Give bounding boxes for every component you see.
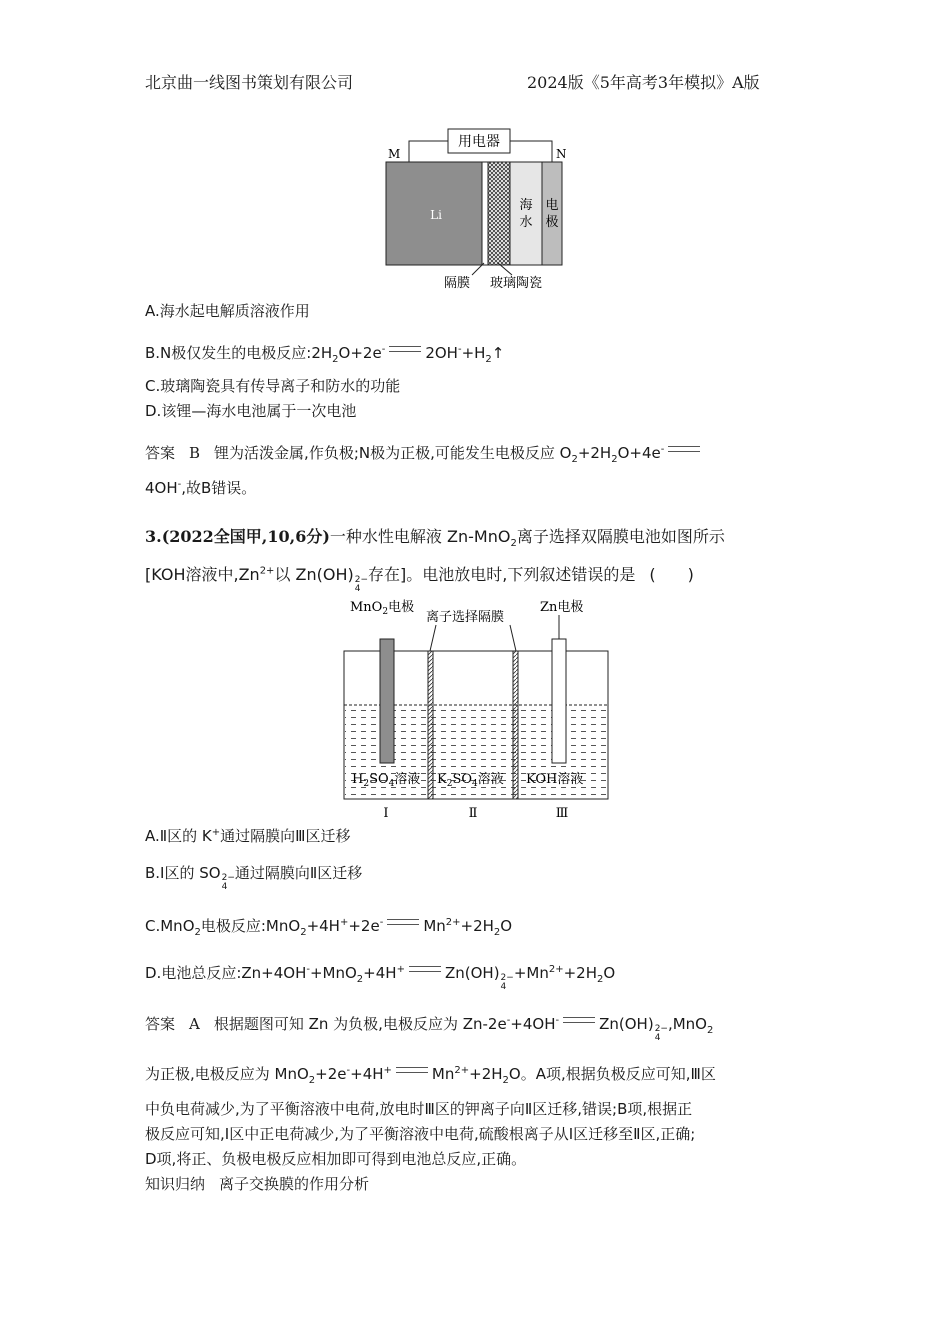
q2-option-a: A.海水起电解质溶液作用 xyxy=(145,302,310,320)
seawater-label-1: 海 xyxy=(519,198,533,213)
electrode-label-1: 电 xyxy=(545,198,559,213)
koh-solution-label: KOH溶液 xyxy=(526,772,584,787)
membrane-pointer-right xyxy=(510,625,516,651)
membrane-left xyxy=(428,651,433,799)
region-2-label: Ⅱ xyxy=(468,806,478,821)
answer-label: 答案 xyxy=(145,1015,176,1033)
q3-answer-line4: 极反应可知,Ⅰ区中正电荷减少,为了平衡溶液中电荷,硫酸根离子从Ⅰ区迁移至Ⅱ区,正确; xyxy=(145,1125,696,1143)
equals-sign xyxy=(563,1017,595,1023)
q3-stem-line2: [KOH溶液中$,Zn^{2+}$以 Zn(OH) 2− 4 存在]。电池放电时,下列叙述错误的是 ( ) xyxy=(145,565,694,594)
q3-option-a: A.Ⅱ区的 K+通过隔膜向Ⅲ区迁移 xyxy=(145,827,351,845)
q3-answer-line5: D项,将正、负极电极反应相加即可得到电池总反应,正确。 xyxy=(145,1150,527,1168)
terminal-m: M xyxy=(388,147,401,161)
ceramic-layer xyxy=(488,162,510,265)
equals-sign xyxy=(396,1067,428,1073)
tip-label: 知识归纳 xyxy=(145,1175,206,1193)
equals-sign xyxy=(389,346,421,352)
n-electrode xyxy=(542,162,562,265)
answer-letter: B xyxy=(189,444,201,462)
q2-option-c: C.玻璃陶瓷具有传导离子和防水的功能 xyxy=(145,377,401,395)
q2-option-d: D.该锂—海水电池属于一次电池 xyxy=(145,402,357,420)
k2so4-solution-label: $K_2SO_4$溶液 xyxy=(437,772,504,789)
q2-answer-line1: 答案 B 锂为活泼金属,作负极;N极为正极,可能发生电极反应 $O_2+2H_2O+4e^-$ xyxy=(145,442,704,465)
separator-label: 隔膜 xyxy=(444,276,471,291)
q2-option-b: B.N极仅发生的电极反应$:2H_2O+2e^-$ $2OH^-+H_2↑$ xyxy=(145,344,505,365)
zn-electrode xyxy=(552,639,566,763)
knowledge-summary: 知识归纳 离子交换膜的作用分析 xyxy=(145,1175,370,1193)
answer-label: 答案 xyxy=(145,444,176,462)
region-3-label: Ⅲ xyxy=(555,806,569,821)
zn-mno2-cell-figure xyxy=(340,595,615,825)
header-left: 北京曲一线图书策划有限公司 xyxy=(145,73,354,92)
wire-right xyxy=(510,141,552,162)
separator-layer xyxy=(482,162,488,265)
q3-option-c: C.MnO$_2$电极反应:MnO$_2$+4H++2e- $Mn^{2+}+2H_2O$ xyxy=(145,917,513,938)
header-right: 2024版《5年高考3年模拟》A版 xyxy=(527,73,760,92)
seawater-region xyxy=(510,162,542,265)
mno2-electrode xyxy=(380,639,394,763)
electrode-label-2: 极 xyxy=(545,215,559,230)
h2so4-solution-label: $H_2SO_4$溶液 xyxy=(352,772,421,789)
q3-answer-line2: 为正极,电极反应为 MnO$_2$+2e-+4H+ $Mn^{2+}+2H_2O$。A项,根据负极反应可知,Ⅲ区 xyxy=(145,1065,716,1086)
answer-bracket: ( ) xyxy=(649,565,694,584)
ceramic-label: 玻璃陶瓷 xyxy=(490,276,543,291)
q3-option-d: D.电池总反应:Zn+4OH-+MnO$_2$+4H+ Zn(OH) 2− 4 $+Mn^{2+}+2H_2O$ xyxy=(145,964,616,992)
q3-stem-line1: 3.(2022全国甲,10,6分)一种水性电解液 Zn-MnO$_2$离子选择双隔膜电池如图所示 xyxy=(145,527,725,550)
answer-letter: A xyxy=(189,1015,200,1033)
li-seawater-cell-figure xyxy=(380,125,580,295)
terminal-n: N xyxy=(556,147,567,161)
zn-electrode-label: Zn电极 xyxy=(540,600,584,615)
membrane-pointer-left xyxy=(430,625,436,651)
membrane-label: 离子选择隔膜 xyxy=(426,610,505,625)
question-number: 3. xyxy=(145,527,162,546)
question-source: (2022全国甲,10,6分) xyxy=(161,527,330,546)
membrane-right xyxy=(513,651,518,799)
wire-left xyxy=(409,141,448,162)
q2-answer-line2: 4OH-,故B错误。 xyxy=(145,479,257,497)
equals-sign xyxy=(409,966,441,972)
region-1-label: Ⅰ xyxy=(383,806,389,821)
equals-sign xyxy=(668,446,700,452)
li-label: Li xyxy=(430,208,442,222)
load-label: 用电器 xyxy=(458,134,500,150)
mno2-electrode-label: MnO$_2$电极 xyxy=(350,600,415,617)
q3-option-b: B.Ⅰ区的 SO 2− 4 通过隔膜向Ⅱ区迁移 xyxy=(145,864,363,892)
equals-sign xyxy=(387,919,419,925)
q3-answer-line3: 中负电荷减少,为了平衡溶液中电荷,放电时Ⅲ区的钾离子向Ⅱ区迁移,错误;B项,根据正 xyxy=(145,1100,693,1118)
seawater-label-2: 水 xyxy=(519,215,533,230)
q3-answer-line1: 答案 A 根据题图可知 Zn 为负极,电极反应为 Zn-2e-+4OH- Zn(OH) 2− 4 ,MnO$_2$ xyxy=(145,1015,714,1043)
